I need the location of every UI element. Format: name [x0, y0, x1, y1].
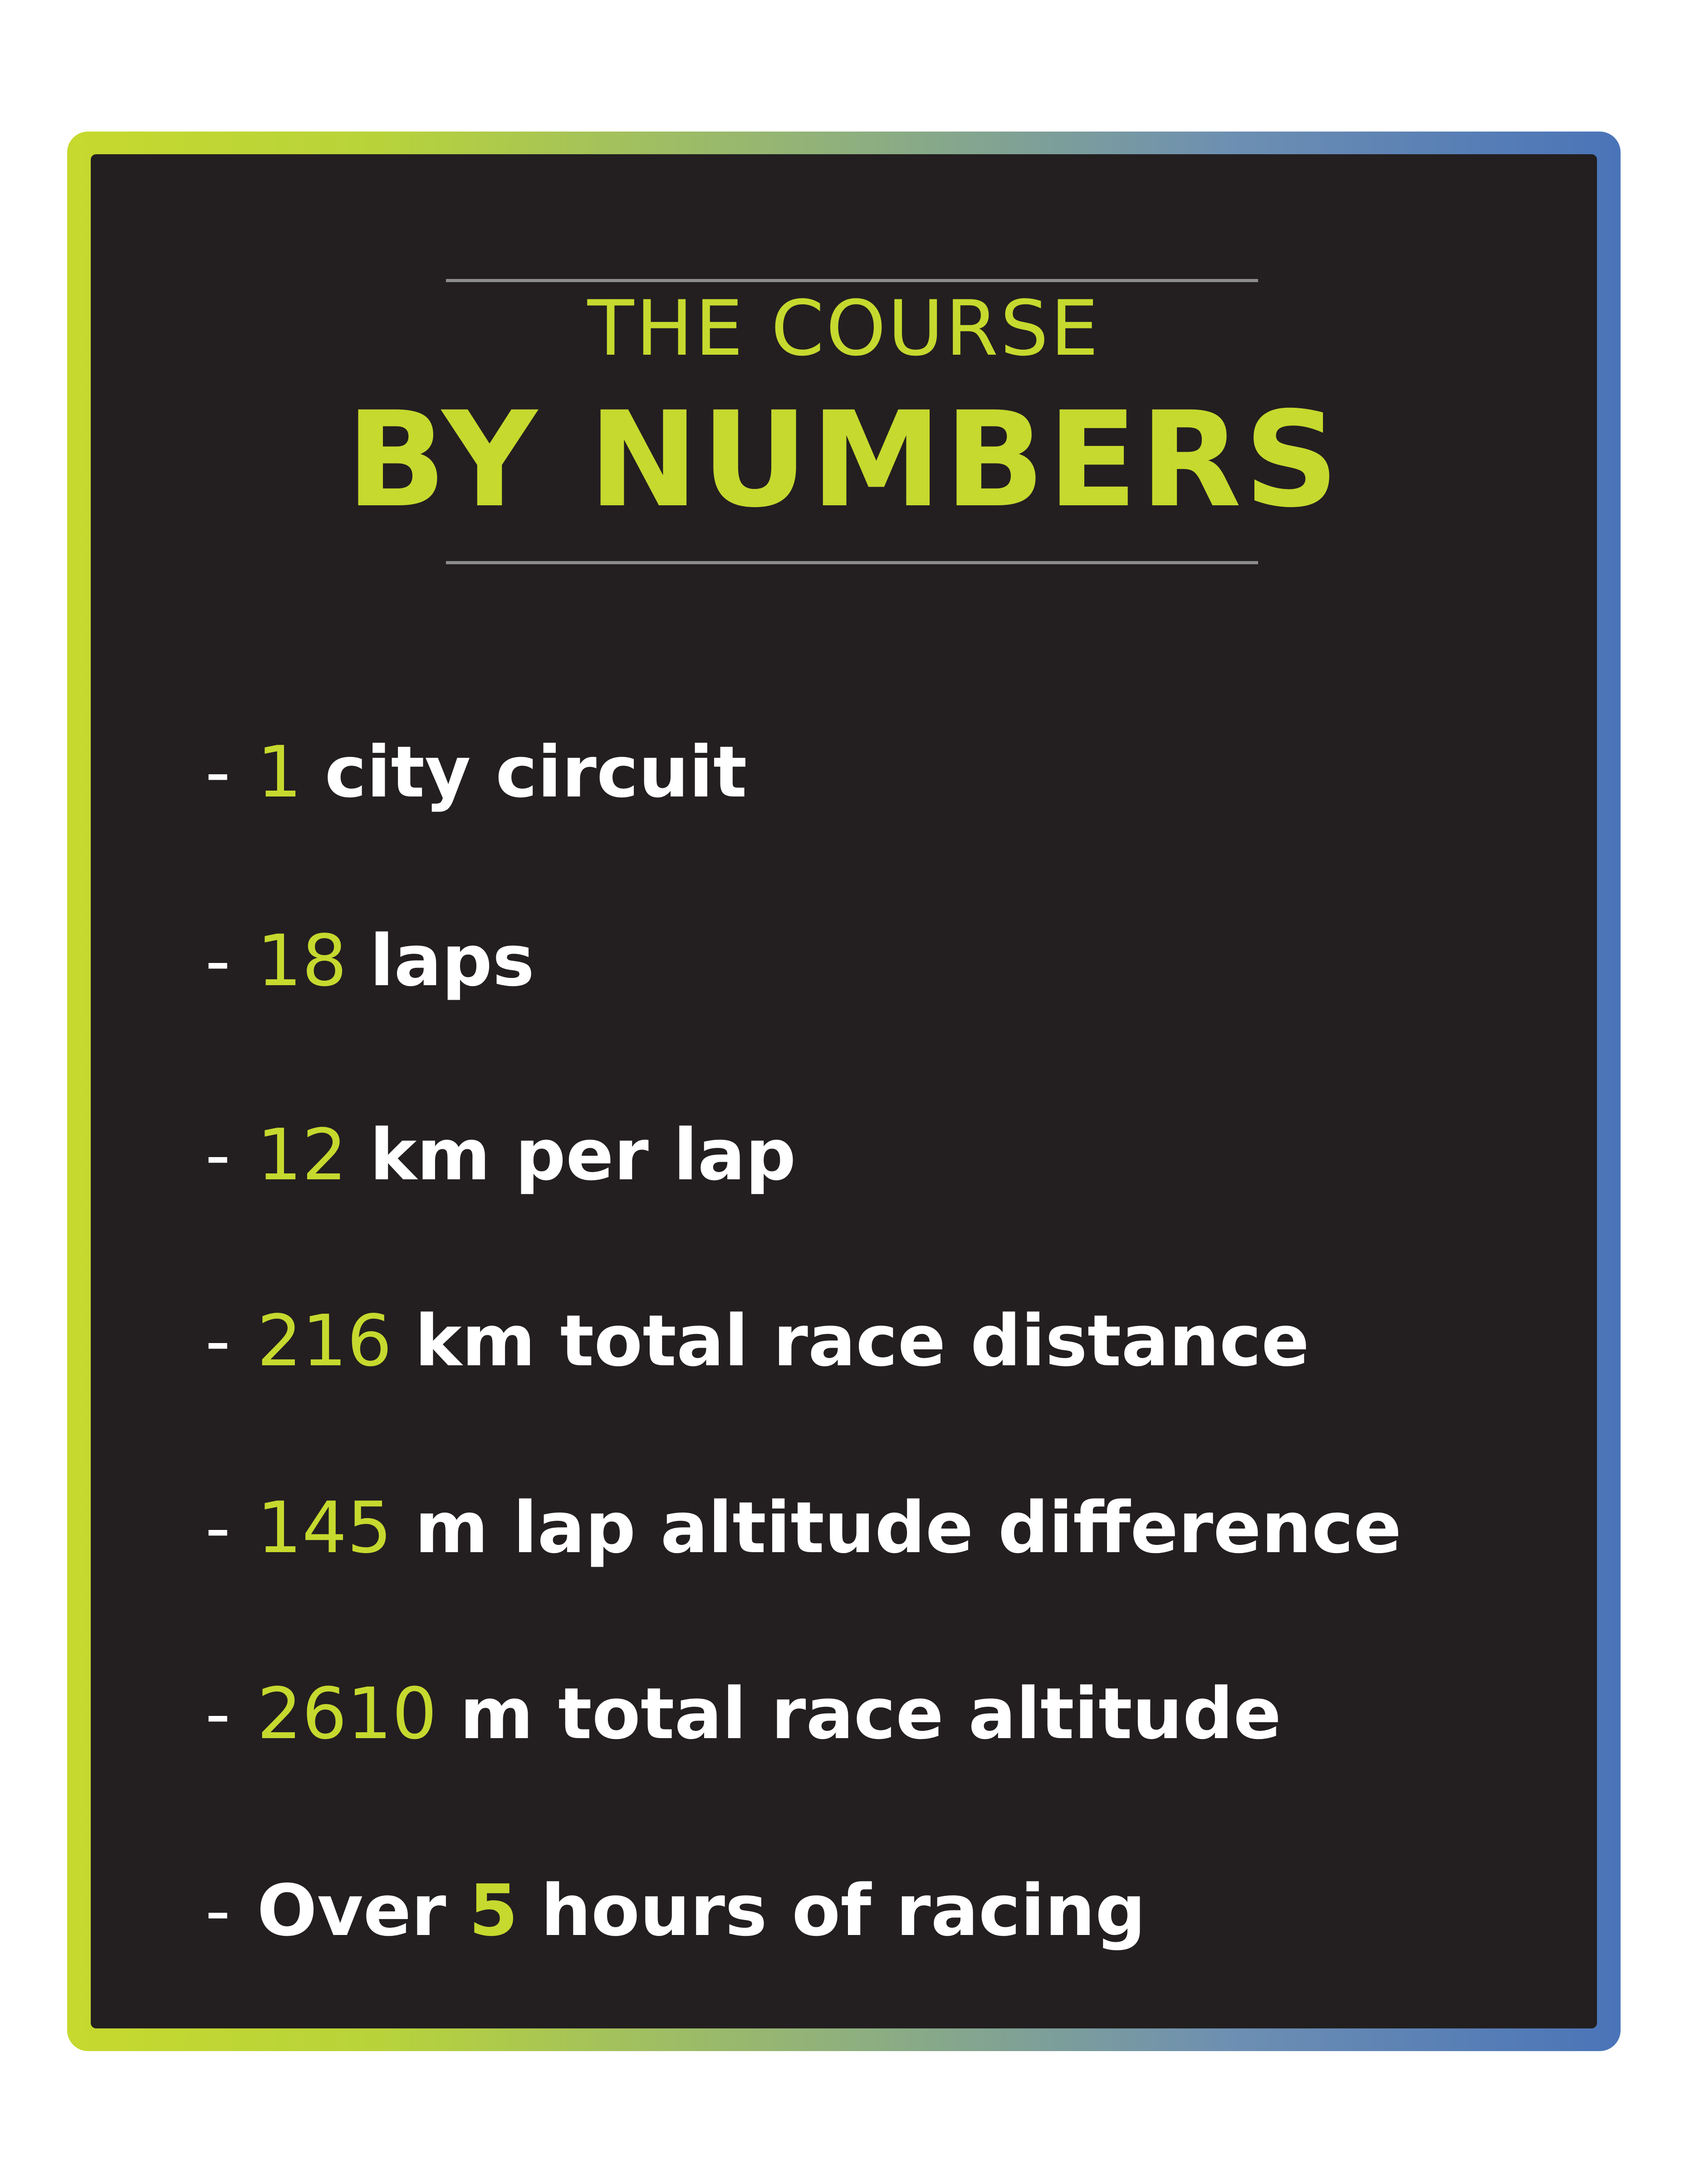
stat-item-laps: [205, 919, 535, 1002]
stat-prefix: Over: [257, 1869, 446, 1952]
stat-label: hours of racing: [540, 1869, 1146, 1952]
bottom-divider: [446, 561, 1258, 564]
stat-label: m lap altitude difference: [415, 1486, 1402, 1569]
bullet-dash: -: [205, 1300, 231, 1382]
top-divider: [446, 279, 1258, 282]
stat-value: 2610: [257, 1672, 437, 1755]
stat-value: 12: [257, 1114, 347, 1196]
stat-label: city circuit: [324, 731, 747, 813]
stat-item-total-distance: [205, 1300, 1309, 1382]
heading-line-2: BY NUMBERS: [346, 384, 1342, 537]
bullet-dash: -: [205, 731, 231, 813]
stat-value: 1: [257, 731, 302, 813]
stat-item-total-altitude: [205, 1672, 1282, 1755]
bullet-dash: -: [205, 1486, 231, 1569]
stat-value: 216: [257, 1300, 392, 1382]
stat-item-city-circuit: [205, 731, 747, 813]
heading-line-1: THE COURSE: [587, 284, 1101, 373]
stats-panel: [91, 154, 1597, 2028]
stat-label: m total race altitude: [460, 1672, 1282, 1755]
stat-value: 145: [257, 1486, 392, 1569]
gradient-frame: [67, 132, 1621, 2051]
stat-item-racing-hours: [205, 1869, 1146, 1952]
stat-value: 5: [469, 1869, 518, 1952]
stat-item-km-per-lap: [205, 1114, 796, 1196]
stat-label: laps: [369, 919, 535, 1002]
stat-label: km per lap: [369, 1114, 796, 1196]
bullet-dash: -: [205, 919, 231, 1002]
bullet-dash: -: [205, 1672, 231, 1755]
stat-label: km total race distance: [415, 1300, 1309, 1382]
bullet-dash: -: [205, 1114, 231, 1196]
stat-item-lap-altitude: [205, 1486, 1402, 1569]
bullet-dash: -: [205, 1869, 231, 1952]
stat-value: 18: [257, 919, 347, 1002]
